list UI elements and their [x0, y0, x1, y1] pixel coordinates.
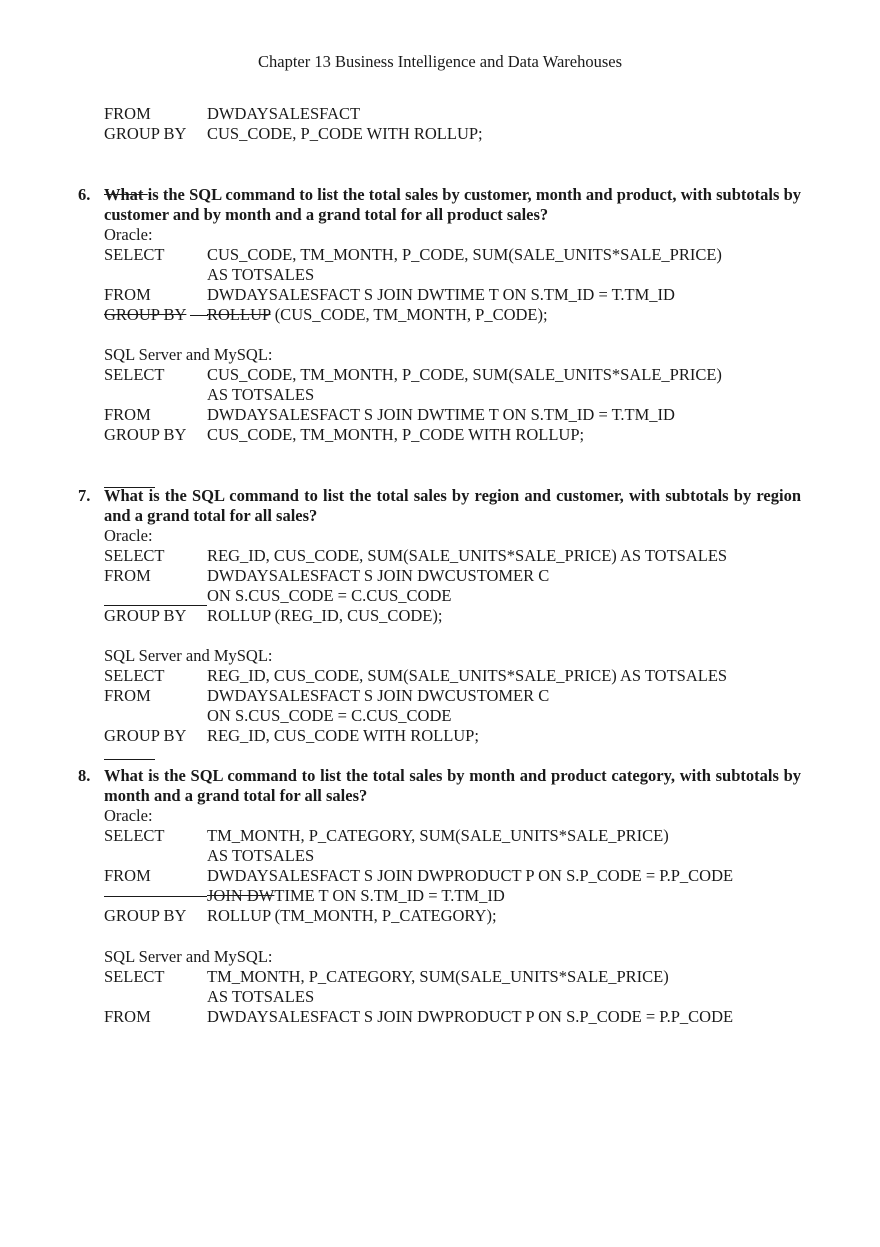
sql-text: (CUS_CODE, TM_MONTH, P_CODE);	[270, 305, 548, 324]
sql-text: AS TOTSALES	[207, 846, 315, 865]
question-number: 8.	[78, 766, 91, 785]
q8-mysql-block	[104, 947, 804, 1027]
page-header: Chapter 13 Business Intelligence and Data Warehouses	[257, 52, 622, 71]
sql-text: ROLLUP (TM_MONTH, P_CATEGORY);	[207, 906, 497, 925]
question-number: 7.	[78, 486, 91, 505]
q7-oracle-block	[104, 526, 804, 626]
sql-text: DWDAYSALESFACT S JOIN DWPRODUCT P ON S.P_CODE = P.P_CODE	[207, 1007, 734, 1026]
q6-mysql-block	[104, 345, 804, 445]
question-7	[78, 486, 801, 526]
sql-text: DWDAYSALESFACT S JOIN DWCUSTOMER C	[207, 566, 550, 585]
q7-mysql-block	[104, 646, 804, 746]
sql-text: AS TOTSALES	[207, 385, 315, 404]
sql-text: TM_MONTH, P_CATEGORY, SUM(SALE_UNITS*SALE_PRICE)	[207, 826, 669, 845]
sql-keyword: GROUP BY	[104, 726, 187, 745]
sql-text: REG_ID, CUS_CODE WITH ROLLUP;	[207, 726, 479, 745]
strike-connector	[190, 315, 208, 316]
sql-keyword: GROUP BY	[104, 906, 187, 925]
question-text: is the SQL command to list the total sales by customer, month and product, with subtotals by customer and by month and a grand total for all product sales?	[104, 185, 802, 224]
sql-keyword: FROM	[104, 405, 151, 424]
sql-text: DWDAYSALESFACT S JOIN DWTIME T ON S.TM_ID = T.TM_ID	[207, 405, 675, 424]
struck-text: What	[104, 185, 148, 204]
sql-text: DWDAYSALESFACT S JOIN DWPRODUCT P ON S.P_CODE = P.P_CODE	[207, 866, 734, 885]
sql-text: ON S.CUS_CODE = C.CUS_CODE	[207, 586, 452, 605]
question-8	[78, 766, 801, 806]
section-label: Oracle:	[104, 225, 153, 244]
sql-text: DWDAYSALESFACT S JOIN DWCUSTOMER C	[207, 686, 550, 705]
sql-keyword: FROM	[104, 104, 151, 123]
sql-keyword: GROUP BY	[104, 425, 187, 444]
sql-text: AS TOTSALES	[207, 265, 315, 284]
section-label: SQL Server and MySQL:	[104, 345, 273, 364]
sql-keyword: GROUP BY	[104, 606, 187, 625]
question-text: What is the SQL command to list the total sales by region and customer, with subtotals by region and a grand total for all sales?	[104, 486, 801, 525]
q8-oracle-block	[104, 806, 804, 926]
question-text: What is the SQL command to list the total sales by month and product category, with subtotals by month and a grand total for all sales?	[104, 766, 801, 805]
sql-text: CUS_CODE, TM_MONTH, P_CODE, SUM(SALE_UNITS*SALE_PRICE)	[207, 365, 722, 384]
sql-keyword: FROM	[104, 566, 151, 585]
sql-text: CUS_CODE, P_CODE WITH ROLLUP;	[207, 124, 483, 143]
sql-keyword-struck: GROUP BY	[104, 305, 187, 324]
sql-keyword: FROM	[104, 1007, 151, 1026]
struck-text: ROLLUP	[207, 305, 271, 324]
struck-text: JOIN DW	[207, 886, 275, 905]
sql-keyword: SELECT	[104, 546, 165, 565]
question-6	[78, 185, 801, 225]
section-label: SQL Server and MySQL:	[104, 646, 273, 665]
sql-keyword: FROM	[104, 686, 151, 705]
sql-keyword: SELECT	[104, 365, 165, 384]
sql-text: ON S.CUS_CODE = C.CUS_CODE	[207, 706, 452, 725]
sql-text: REG_ID, CUS_CODE, SUM(SALE_UNITS*SALE_PRICE) AS TOTSALES	[207, 546, 728, 565]
sql-keyword: SELECT	[104, 245, 165, 264]
divider-rule	[104, 759, 155, 760]
divider-rule	[104, 605, 207, 606]
sql-text: DWDAYSALESFACT S JOIN DWTIME T ON S.TM_ID = T.TM_ID	[207, 285, 675, 304]
sql-text: TM_MONTH, P_CATEGORY, SUM(SALE_UNITS*SALE_PRICE)	[207, 967, 669, 986]
section-label: SQL Server and MySQL:	[104, 947, 273, 966]
sql-keyword: FROM	[104, 866, 151, 885]
sql-keyword: SELECT	[104, 967, 165, 986]
top-sql-block	[104, 104, 804, 144]
sql-text: ROLLUP (REG_ID, CUS_CODE);	[207, 606, 443, 625]
section-label: Oracle:	[104, 526, 153, 545]
question-number: 6.	[78, 185, 91, 204]
strike-connector	[104, 896, 207, 897]
sql-text: TIME T ON S.TM_ID = T.TM_ID	[274, 886, 505, 905]
sql-text: DWDAYSALESFACT	[207, 104, 361, 123]
sql-keyword: FROM	[104, 285, 151, 304]
q6-oracle-block	[104, 225, 804, 325]
sql-text: CUS_CODE, TM_MONTH, P_CODE, SUM(SALE_UNITS*SALE_PRICE)	[207, 245, 722, 264]
sql-keyword: GROUP BY	[104, 124, 187, 143]
sql-text: CUS_CODE, TM_MONTH, P_CODE WITH ROLLUP;	[207, 425, 585, 444]
sql-keyword: SELECT	[104, 666, 165, 685]
sql-text: REG_ID, CUS_CODE, SUM(SALE_UNITS*SALE_PRICE) AS TOTSALES	[207, 666, 728, 685]
section-label: Oracle:	[104, 806, 153, 825]
sql-text: AS TOTSALES	[207, 987, 315, 1006]
sql-keyword: SELECT	[104, 826, 165, 845]
